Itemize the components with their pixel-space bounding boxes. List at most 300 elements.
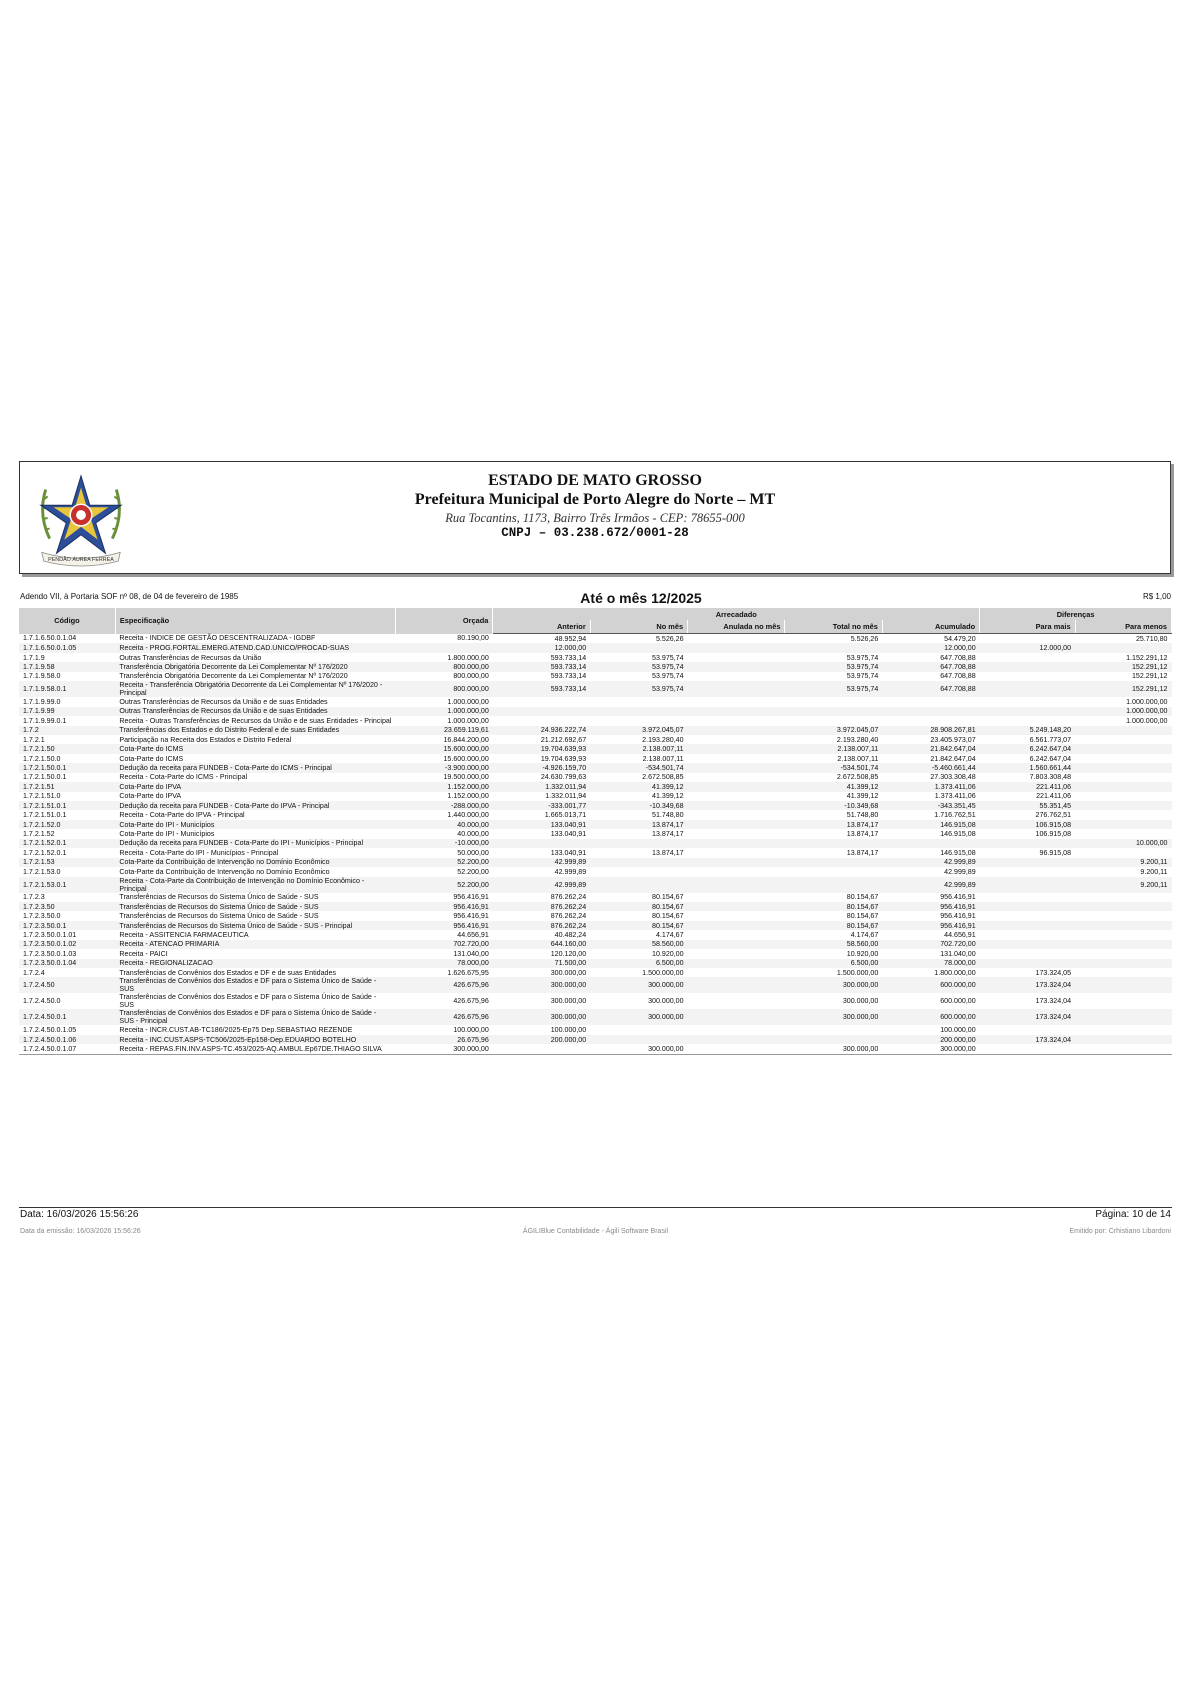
cell-total-month: 10.920,00 [846, 949, 879, 958]
cell-total-month [785, 839, 882, 848]
cell-in-month [590, 707, 687, 716]
cell-diff-less [1075, 801, 1171, 810]
cell-in-month: 53.975,74 [590, 662, 687, 671]
cell-budgeted: 23.659.119,61 [395, 726, 492, 735]
cell-specification: Receita - REGIONALIZACAO [115, 959, 395, 968]
cell-diff-more: 173.324,04 [980, 1009, 1075, 1025]
cell-diff-more [980, 867, 1075, 876]
cell-previous: 1.665.013,71 [544, 811, 587, 820]
print-date: Data: 16/03/2026 15:56:26 [20, 1209, 139, 1220]
cell-previous: 876.262,24 [493, 921, 590, 930]
cell-annulled-month [688, 820, 785, 829]
cell-specification: Participação na Receita dos Estados e Distrito Federal [119, 735, 292, 744]
cell-total-month: 80.154,67 [785, 902, 882, 911]
cell-annulled-month [688, 754, 785, 763]
cell-code: 1.7.2.1.50.0.1 [23, 773, 67, 782]
cell-in-month: 300.000,00 [590, 1009, 687, 1025]
cell-annulled-month [688, 893, 785, 902]
cell-diff-less: 25.710,80 [1135, 634, 1168, 643]
ordinance-reference: Adendo VII, à Portaria SOF nº 08, de 04 de fevereiro de 1985 [20, 592, 239, 601]
table-row [19, 1035, 1172, 1044]
cell-code: 1.7.1.9.58.0.1 [19, 681, 115, 697]
cell-budgeted: 1.626.675,95 [447, 968, 489, 977]
cell-previous [493, 716, 590, 725]
cell-previous: -4.926.159,70 [493, 763, 590, 772]
cell-code: 1.7.2.1.52.0.1 [23, 848, 67, 857]
cell-budgeted: 1.000.000,00 [447, 697, 489, 706]
footer-divider [19, 1207, 1172, 1208]
cell-accumulated: 78.000,00 [882, 959, 979, 968]
cell-diff-more: 12.000,00 [980, 643, 1075, 652]
cell-diff-more [980, 949, 1075, 958]
cell-diff-more: 96.915,08 [1039, 848, 1072, 857]
address: Rua Tocantins, 1173, Bairro Três Irmãos - CEP: 78655-000 [445, 511, 745, 525]
header-total-month: Total no mês [785, 620, 882, 634]
cell-previous: 300.000,00 [493, 1009, 590, 1025]
cell-specification: Outras Transferências de Recursos da União e de suas Entidades [119, 697, 328, 706]
table-row [19, 782, 1172, 791]
cell-code: 1.7.2.4.50 [19, 977, 115, 993]
cell-budgeted: -288.000,00 [395, 801, 492, 810]
cell-budgeted: 426.675,96 [395, 1009, 492, 1025]
header-in-month: No mês [590, 620, 687, 634]
cell-previous: -333.001,77 [493, 801, 590, 810]
cell-annulled-month [688, 867, 785, 876]
cell-in-month: 4.174,67 [655, 930, 684, 939]
cell-diff-less [1075, 949, 1171, 958]
cell-total-month [785, 877, 882, 893]
cell-total-month: 53.975,74 [785, 662, 882, 671]
cell-code: 1.7.2.1.51.0 [23, 792, 61, 801]
cell-diff-more [980, 877, 1075, 893]
header-differences-group: Diferenças [980, 608, 1172, 620]
cell-accumulated: 27.303.308,48 [930, 773, 976, 782]
cell-total-month [785, 1035, 882, 1044]
cell-specification: Transferências de Convênios dos Estados e DF para o Sistema Único de Saúde - SUS [115, 977, 395, 993]
table-row [19, 993, 1172, 1009]
table-row [19, 1025, 1172, 1034]
cell-previous: 300.000,00 [493, 977, 590, 993]
cell-in-month [590, 697, 687, 706]
table-row [19, 754, 1172, 763]
cell-specification: Cota-Parte da Contribuição de Intervenção no Domínio Econômico [119, 867, 330, 876]
cell-diff-more [980, 681, 1075, 697]
cell-diff-less: 1.000.000,00 [1126, 716, 1168, 725]
cell-total-month: 1.500.000,00 [836, 968, 879, 977]
cell-diff-more: 276.762,51 [1035, 811, 1072, 820]
cell-specification: Receita - Outras Transferências de Recursos da União e de suas Entidades - Principal [119, 716, 392, 725]
cell-diff-less [1075, 1044, 1171, 1054]
cell-total-month: 5.526,26 [850, 634, 879, 643]
revenue-table [19, 608, 1172, 1055]
cell-diff-more [980, 858, 1075, 867]
cell-code: 1.7.2.4.50.0.1.05 [23, 1026, 77, 1035]
cell-accumulated: 702.720,00 [882, 940, 979, 949]
cell-total-month [785, 1025, 882, 1034]
cell-budgeted: 15.600.000,00 [395, 744, 492, 753]
cell-diff-less [1075, 735, 1171, 744]
cell-previous: 71.500,00 [493, 959, 590, 968]
cell-code: 1.7.1.9.99 [19, 707, 115, 716]
cell-diff-more: 221.411,06 [980, 782, 1075, 791]
state-name: ESTADO DE MATO GROSSO [488, 472, 702, 489]
cell-code: 1.7.2.3.50.0 [23, 912, 61, 921]
cell-previous: 200.000,00 [493, 1035, 590, 1044]
cell-accumulated [882, 716, 979, 725]
cell-diff-less [1075, 643, 1171, 652]
cell-previous: 876.262,24 [493, 902, 590, 911]
cell-diff-less [1075, 763, 1171, 772]
table-row [19, 653, 1172, 662]
cell-budgeted: 19.500.000,00 [443, 773, 489, 782]
cell-specification: Cota-Parte da Contribuição de Intervenção no Domínio Econômico [115, 858, 395, 867]
cell-annulled-month [688, 792, 785, 801]
cell-accumulated: 956.416,91 [940, 912, 976, 921]
cell-diff-more [980, 634, 1075, 644]
cell-in-month: 80.154,67 [590, 921, 687, 930]
table-row [19, 801, 1172, 810]
cell-code: 1.7.2.3.50.0.1 [19, 921, 115, 930]
cell-previous: 24.630.799,63 [540, 773, 587, 782]
cell-specification: Receita - Cota-Parte do IPI - Municípios - Principal [119, 848, 279, 857]
cell-specification: Cota-Parte do IPVA [119, 792, 182, 801]
cell-budgeted: 1.800.000,00 [447, 653, 489, 662]
cell-budgeted: 800.000,00 [395, 662, 492, 671]
cell-in-month: 41.399,12 [652, 792, 684, 801]
cell-budgeted: 956.416,91 [453, 893, 489, 902]
cnpj: CNPJ – 03.238.672/0001-28 [501, 526, 689, 540]
cell-in-month [590, 1025, 687, 1034]
cell-code: 1.7.2.1.51.0.1 [23, 811, 67, 820]
cell-accumulated: 647.708,88 [940, 672, 976, 681]
cell-budgeted: 131.040,00 [453, 949, 489, 958]
cell-diff-more [980, 902, 1075, 911]
cell-specification: Receita - ATENCAO PRIMARIA [115, 940, 395, 949]
cell-diff-more: 173.324,04 [1035, 997, 1072, 1006]
cell-budgeted: 50.000,00 [457, 848, 489, 857]
cell-accumulated: 200.000,00 [882, 1035, 979, 1044]
cell-in-month: 53.975,74 [590, 681, 687, 697]
cell-annulled-month [688, 810, 785, 819]
cell-in-month: 13.874,17 [590, 820, 687, 829]
cell-diff-less: 10.000,00 [1075, 839, 1171, 848]
cell-previous: 300.000,00 [550, 997, 587, 1006]
cell-annulled-month [688, 921, 785, 930]
cell-budgeted: 702.720,00 [395, 940, 492, 949]
cell-code: 1.7.2.3.50.0.1.04 [19, 959, 115, 968]
cell-diff-less: 152.291,12 [1131, 672, 1168, 681]
cell-accumulated: 42.999,89 [882, 877, 979, 893]
cell-annulled-month [688, 653, 785, 662]
cell-previous [493, 697, 590, 706]
table-row [19, 792, 1172, 801]
cell-total-month: 41.399,12 [785, 782, 882, 791]
cell-budgeted: 40.000,00 [457, 830, 489, 839]
cell-diff-less: 9.200,11 [1075, 858, 1171, 867]
table-row [19, 773, 1172, 782]
cell-budgeted: 1.152.000,00 [447, 792, 489, 801]
cell-in-month [590, 867, 687, 876]
cell-annulled-month [688, 911, 785, 920]
cell-budgeted: 16.844.200,00 [443, 735, 489, 744]
cell-annulled-month [688, 662, 785, 671]
cell-total-month: 300.000,00 [785, 977, 882, 993]
cell-code: 1.7.1.9.99.0.1 [23, 716, 67, 725]
cell-diff-less [1075, 744, 1171, 753]
cell-budgeted: 956.416,91 [395, 902, 492, 911]
cell-budgeted: 800.000,00 [395, 681, 492, 697]
cell-diff-more: 5.249.148,20 [980, 726, 1075, 735]
cell-code: 1.7.2.1.50.0.1 [19, 763, 115, 772]
cell-diff-less: 1.152.291,12 [1126, 653, 1168, 662]
cell-accumulated: 956.416,91 [882, 921, 979, 930]
emission-date: Data da emissão: 16/03/2026 15:56:26 [20, 1228, 141, 1235]
cell-budgeted: 26.675,96 [395, 1035, 492, 1044]
cell-diff-less [1075, 829, 1171, 838]
cell-accumulated: 600.000,00 [940, 997, 976, 1006]
cell-in-month: 3.972.045,07 [590, 726, 687, 735]
cell-specification: Dedução da receita para FUNDEB - Cota-Parte do IPVA - Principal [115, 801, 395, 810]
cell-annulled-month [688, 634, 785, 644]
cell-diff-less [1075, 773, 1171, 782]
cell-in-month: 80.154,67 [590, 902, 687, 911]
cell-diff-less [1075, 968, 1171, 977]
table-row [19, 977, 1172, 993]
cell-accumulated: -343.351,45 [882, 801, 979, 810]
cell-accumulated: 21.842.647,04 [882, 744, 979, 753]
cell-in-month [590, 877, 687, 893]
cell-diff-less [1075, 993, 1171, 1009]
cell-code: 1.7.1.9.99.0 [23, 697, 61, 706]
cell-previous: 300.000,00 [550, 968, 587, 977]
cell-in-month: 41.399,12 [590, 782, 687, 791]
cell-specification: Receita - INCR.CUST.AB-TC186/2025-Ep75 Dep.SEBASTIAO REZENDE [119, 1026, 353, 1035]
cell-diff-more [980, 959, 1075, 968]
cell-diff-more: 6.561.773,07 [1029, 735, 1072, 744]
table-row [19, 858, 1172, 867]
cell-specification: Transferências dos Estados e do Distrito Federal e de suas Entidades [115, 726, 395, 735]
cell-code: 1.7.2.3 [23, 893, 45, 902]
cell-diff-more [980, 707, 1075, 716]
cell-specification: Transferências de Recursos do Sistema Único de Saúde - SUS [115, 902, 395, 911]
cell-specification: Receita - PAICI [119, 949, 168, 958]
cell-previous: 21.212.692,67 [540, 735, 587, 744]
cell-total-month: 53.975,74 [846, 653, 879, 662]
cell-specification: Cota-Parte do IPVA [115, 782, 395, 791]
cell-specification: Cota-Parte do ICMS [115, 744, 395, 753]
cell-total-month: 2.193.280,40 [836, 735, 879, 744]
table-row [19, 744, 1172, 753]
cell-previous: 24.936.222,74 [493, 726, 590, 735]
cell-in-month: 80.154,67 [652, 912, 684, 921]
cell-annulled-month [688, 930, 785, 939]
issued-by: Emitido por: Crhistiano Libardoni [1069, 1228, 1171, 1235]
cell-diff-less [1075, 930, 1171, 939]
cell-total-month: 2.672.508,85 [836, 773, 879, 782]
cell-diff-more: 106.915,08 [980, 820, 1075, 829]
cell-total-month [785, 867, 882, 876]
cell-accumulated: 146.915,08 [940, 848, 976, 857]
cell-accumulated: 28.908.267,81 [882, 726, 979, 735]
cell-in-month: 51.748,80 [652, 811, 684, 820]
cell-in-month: 300.000,00 [648, 997, 684, 1006]
cell-accumulated: 1.373.411,06 [934, 792, 976, 801]
cell-code: 1.7.1.6.50.0.1.04 [23, 634, 77, 643]
city-hall-name: Prefeitura Municipal de Porto Alegre do Norte – MT [414, 491, 776, 508]
header-less: Para menos [1075, 620, 1171, 634]
table-row [19, 940, 1172, 949]
cell-diff-less [1075, 921, 1171, 930]
cell-annulled-month [688, 940, 785, 949]
cell-diff-more: 7.803.308,48 [1029, 773, 1072, 782]
cell-budgeted: 426.675,96 [395, 977, 492, 993]
cell-previous: 1.332.011,94 [545, 792, 587, 801]
cell-budgeted: 52.200,00 [457, 867, 489, 876]
table-row [19, 893, 1172, 902]
cell-annulled-month [688, 707, 785, 716]
cell-annulled-month [688, 681, 785, 697]
cell-diff-less: 9.200,11 [1075, 877, 1171, 893]
cell-previous: 19.704.639,93 [540, 754, 587, 763]
cell-code: 1.7.1.6.50.0.1.05 [19, 643, 115, 652]
cell-code: 1.7.2.3.50.0.1.01 [23, 930, 77, 939]
cell-budgeted [395, 643, 492, 652]
cell-code: 1.7.2.4.50.0.1.07 [19, 1044, 115, 1054]
table-row [19, 662, 1172, 671]
cell-total-month: 53.975,74 [785, 681, 882, 697]
cell-in-month [590, 1035, 687, 1044]
cell-previous: 19.704.639,93 [493, 744, 590, 753]
cell-total-month: 6.500,00 [785, 959, 882, 968]
table-row [19, 820, 1172, 829]
cell-annulled-month [688, 1044, 785, 1054]
cell-budgeted: 1.000.000,00 [395, 707, 492, 716]
cell-code: 1.7.2.1.53 [19, 858, 115, 867]
cell-previous: 876.262,24 [550, 893, 587, 902]
cell-total-month: 13.874,17 [846, 830, 879, 839]
table-row [19, 848, 1172, 857]
cell-total-month: 80.154,67 [785, 921, 882, 930]
cell-diff-less [1075, 1035, 1171, 1044]
cell-code: 1.7.2.4.50.0 [23, 997, 61, 1006]
cell-diff-more [980, 839, 1075, 848]
table-row [19, 959, 1172, 968]
table-row [19, 681, 1172, 697]
cell-specification: Transferência Obrigatória Decorrente da Lei Complementar Nº 176/2020 [115, 662, 395, 671]
cell-specification: Transferências de Recursos do Sistema Único de Saúde - SUS - Principal [115, 921, 395, 930]
cell-accumulated: 42.999,89 [944, 867, 976, 876]
cell-accumulated [882, 707, 979, 716]
cell-diff-less [1075, 754, 1171, 763]
cell-annulled-month [688, 877, 785, 893]
cell-previous: 644.160,00 [493, 940, 590, 949]
cell-total-month: 2.138.007,11 [837, 754, 879, 763]
cell-diff-less: 152.291,12 [1075, 662, 1171, 671]
table-row [19, 726, 1172, 735]
cell-in-month: -10.349,68 [590, 801, 687, 810]
cell-diff-less [1075, 792, 1171, 801]
cell-specification: Dedução da receita para FUNDEB - Cota-Parte do ICMS - Principal [115, 763, 395, 772]
cell-accumulated: 100.000,00 [940, 1026, 976, 1035]
cell-diff-less: 152.291,12 [1075, 681, 1171, 697]
cell-in-month: 13.874,17 [652, 830, 684, 839]
cell-total-month: 80.154,67 [846, 912, 879, 921]
cell-specification: Cota-Parte do IPI - Municípios [115, 820, 395, 829]
cell-budgeted: 1.440.000,00 [447, 811, 489, 820]
cell-code: 1.7.2.1.52.0.1 [19, 839, 115, 848]
cell-total-month: -10.349,68 [785, 801, 882, 810]
cell-diff-more: 173.324,04 [980, 977, 1075, 993]
cell-code: 1.7.1.9 [23, 653, 45, 662]
cell-budgeted: 40.000,00 [395, 820, 492, 829]
cell-annulled-month [688, 763, 785, 772]
cell-total-month: 58.560,00 [785, 940, 882, 949]
header-more: Para mais [980, 620, 1075, 634]
cell-code: 1.7.2.1.53.0.1 [19, 877, 115, 893]
cell-in-month: 58.560,00 [590, 940, 687, 949]
cell-specification: Transferências de Convênios dos Estados e DF e de suas Entidades [119, 968, 336, 977]
cell-accumulated: 647.708,88 [882, 681, 979, 697]
cell-diff-less [1075, 959, 1171, 968]
cell-annulled-month [688, 848, 785, 857]
cell-accumulated: 44.656,91 [944, 930, 976, 939]
table-row [19, 707, 1172, 716]
cell-annulled-month [688, 672, 785, 681]
cell-total-month: 4.174,67 [850, 930, 879, 939]
cell-accumulated: 1.373.411,06 [882, 782, 979, 791]
cell-budgeted: 80.190,00 [457, 634, 489, 643]
cell-diff-more [980, 672, 1075, 681]
cell-in-month: 53.975,74 [652, 653, 684, 662]
table-row [19, 634, 1172, 644]
cell-code: 1.7.2.1.51 [19, 782, 115, 791]
cell-total-month: 300.000,00 [842, 997, 879, 1006]
document-header [19, 461, 1171, 574]
cell-diff-less: 1.000.000,00 [1126, 697, 1168, 706]
table-row [19, 829, 1172, 838]
cell-annulled-month [688, 716, 785, 725]
cell-in-month: 2.138.007,11 [590, 744, 687, 753]
table-row [19, 697, 1172, 706]
cell-specification: Transferências de Convênios dos Estados e DF para o Sistema Único de Saúde - SUS - Principal [115, 1009, 395, 1025]
cell-diff-less: 9.200,11 [1140, 867, 1168, 876]
cell-specification: Outras Transferências de Recursos da União e de suas Entidades [115, 707, 395, 716]
cell-total-month: 41.399,12 [846, 792, 879, 801]
cell-diff-more: 6.242.647,04 [1029, 754, 1072, 763]
cell-accumulated: 146.915,08 [940, 830, 976, 839]
cell-in-month: 300.000,00 [590, 977, 687, 993]
cell-previous: 40.482,24 [554, 930, 587, 939]
cell-budgeted: 300.000,00 [395, 1044, 492, 1054]
cell-diff-less [1075, 902, 1171, 911]
cell-budgeted: 956.416,91 [395, 921, 492, 930]
cell-annulled-month [688, 735, 785, 744]
cell-budgeted: 1.000.000,00 [447, 716, 489, 725]
cell-in-month: 2.672.508,85 [642, 773, 684, 782]
cell-in-month: 1.500.000,00 [642, 968, 684, 977]
cell-diff-more [980, 930, 1075, 939]
cell-annulled-month [688, 977, 785, 993]
header-specification: Especificação [115, 608, 395, 634]
cell-diff-less [1075, 940, 1171, 949]
svg-text:PENDÃO ÁUREA FERREA: PENDÃO ÁUREA FERREA [48, 557, 114, 564]
cell-in-month: 5.526,26 [655, 634, 684, 643]
cell-in-month: 2.138.007,11 [642, 754, 684, 763]
cell-diff-more: 106.915,08 [1035, 830, 1072, 839]
cell-annulled-month [688, 949, 785, 958]
cell-annulled-month [688, 858, 785, 867]
cell-diff-more [980, 653, 1075, 662]
